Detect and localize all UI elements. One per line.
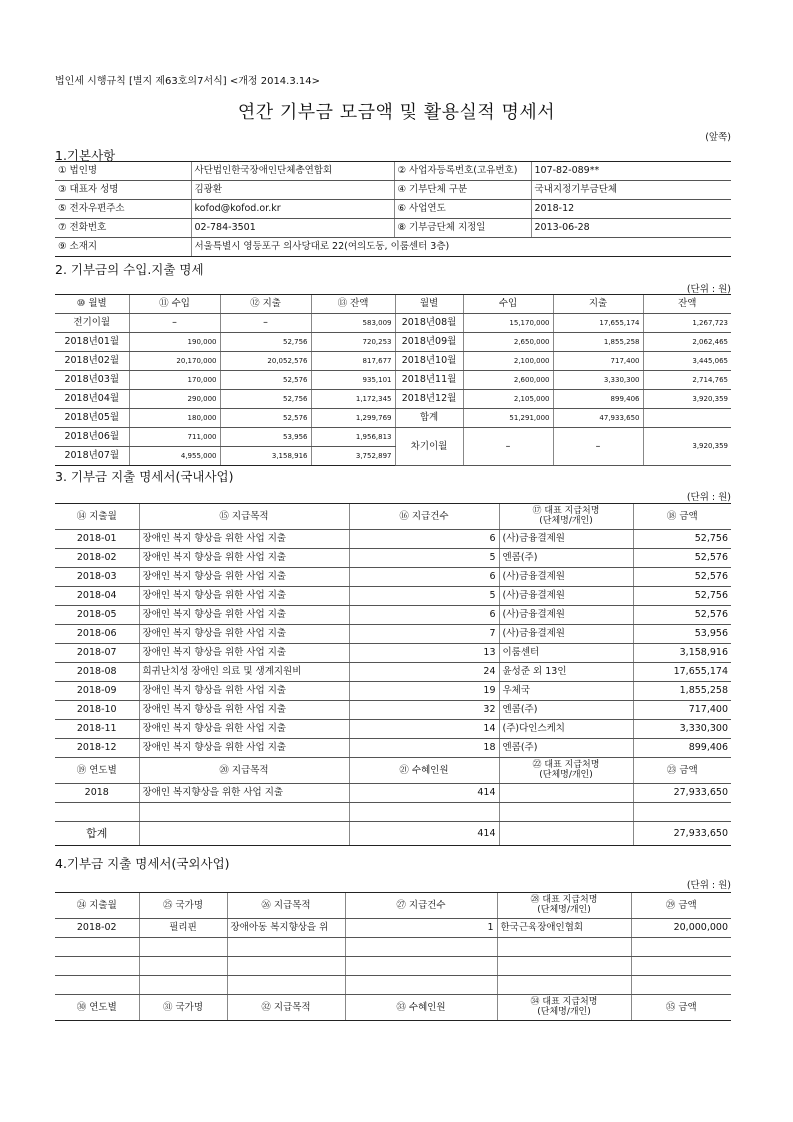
field-label: ① 법인명 xyxy=(55,162,191,181)
expense-cell: – xyxy=(220,314,311,333)
expense-amount: 3,158,916 xyxy=(633,644,731,663)
payee-header-line2: (단체명/개인) xyxy=(537,904,591,915)
domestic-expense-table xyxy=(55,503,731,846)
section-2-title: 2. 기부금의 수입.지출 명세 xyxy=(55,262,204,277)
income-cell: 2,105,000 xyxy=(463,390,553,409)
balance-cell: 1,267,723 xyxy=(643,314,731,333)
expense-cell: 717,400 xyxy=(553,352,643,371)
address-row xyxy=(55,238,731,257)
expense-purpose: 희귀난치성 장애인 의료 및 생계지원비 xyxy=(139,663,349,682)
month-cell: 합계 xyxy=(395,409,463,428)
expense-amount: 899,406 xyxy=(633,739,731,758)
month-cell: 2018년07월 xyxy=(55,447,129,466)
expense-count: 5 xyxy=(349,549,499,568)
beneficiaries-cell: 414 xyxy=(349,784,499,803)
payee-header-line2: (단체명/개인) xyxy=(539,769,593,780)
balance-cell: 3,920,359 xyxy=(643,390,731,409)
expense-amount: 52,576 xyxy=(633,549,731,568)
income-expense-table xyxy=(55,294,731,466)
expense-amount: 52,756 xyxy=(633,587,731,606)
expense-amount: 17,655,174 xyxy=(633,663,731,682)
expense-month: 2018-04 xyxy=(55,587,139,606)
column-header: ⑫ 지출 xyxy=(220,295,311,314)
year-cell: 2018 xyxy=(55,784,139,803)
payee-name: 윤성준 외 13인 xyxy=(499,663,633,682)
balance-cell: 935,101 xyxy=(311,371,395,390)
expense-purpose: 장애인 복지 향상을 위한 사업 지출 xyxy=(139,644,349,663)
column-header: ㉚ 연도별 xyxy=(55,995,139,1021)
month-cell: 2018년12월 xyxy=(395,390,463,409)
field-value: 2013-06-28 xyxy=(531,219,731,238)
expense-month: 2018-12 xyxy=(55,739,139,758)
field-value: 02-784-3501 xyxy=(191,219,394,238)
field-value: 107-82-089** xyxy=(531,162,731,181)
section-4-title: 4.기부금 지출 명세서(국외사업) xyxy=(55,856,230,871)
overseas-expense-table xyxy=(55,892,731,1021)
column-header: 월별 xyxy=(395,295,463,314)
blank-row xyxy=(55,976,731,995)
payee-name: 엔콤(주) xyxy=(499,549,633,568)
front-side-mark: (앞쪽) xyxy=(705,132,731,143)
domestic-expense-row xyxy=(55,530,731,549)
domestic-expense-row xyxy=(55,663,731,682)
income-expense-row xyxy=(55,352,731,371)
income-expense-row xyxy=(55,314,731,333)
expense-count: 6 xyxy=(349,530,499,549)
column-header: 잔액 xyxy=(643,295,731,314)
total-label: 합계 xyxy=(55,822,139,846)
column-header: ㉝ 수혜인원 xyxy=(345,995,497,1021)
field-label: ⑤ 전자우편주소 xyxy=(55,200,191,219)
expense-month: 2018-05 xyxy=(55,606,139,625)
purpose-cell: 장애인 복지향상을 위한 사업 지출 xyxy=(139,784,349,803)
expense-cell: 47,933,650 xyxy=(553,409,643,428)
overseas-expense-row xyxy=(55,919,731,938)
payee-name: 한국근육장애인협회 xyxy=(497,919,631,938)
expense-count: 18 xyxy=(349,739,499,758)
column-header: ⑬ 잔액 xyxy=(311,295,395,314)
domestic-expense-row xyxy=(55,644,731,663)
payee-name xyxy=(499,784,633,803)
basic-info-row xyxy=(55,200,731,219)
field-label: ⑨ 소재지 xyxy=(55,238,191,257)
expense-purpose: 장애인 복지 향상을 위한 사업 지출 xyxy=(139,568,349,587)
month-cell: 2018년03월 xyxy=(55,371,129,390)
domestic-expense-row xyxy=(55,682,731,701)
expense-count: 5 xyxy=(349,587,499,606)
carry-forward-expense: – xyxy=(553,428,643,466)
domestic-expense-row xyxy=(55,625,731,644)
balance-cell: 720,253 xyxy=(311,333,395,352)
column-header: ⑪ 수입 xyxy=(129,295,220,314)
section-1-title: 1.기본사항 xyxy=(55,148,116,163)
expense-purpose: 장애인 복지 향상을 위한 사업 지출 xyxy=(139,606,349,625)
expense-amount: 52,576 xyxy=(633,606,731,625)
expense-month: 2018-06 xyxy=(55,625,139,644)
overseas-header xyxy=(55,995,731,1021)
column-header: ⑱ 금액 xyxy=(633,504,731,530)
field-value: 김광환 xyxy=(191,181,394,200)
income-expense-row xyxy=(55,409,731,428)
column-header: ⑭ 지출월 xyxy=(55,504,139,530)
field-label: ⑧ 기부금단체 지정일 xyxy=(394,219,531,238)
expense-amount: 53,956 xyxy=(633,625,731,644)
payee-header xyxy=(497,893,631,919)
payee-name: (사)금융결제원 xyxy=(499,587,633,606)
blank-row xyxy=(55,803,731,822)
expense-month: 2018-08 xyxy=(55,663,139,682)
column-header: ㉜ 지급목적 xyxy=(227,995,345,1021)
annual-row xyxy=(55,784,731,803)
payee-header-line1: ㉘ 대표 지급처명 xyxy=(530,895,598,906)
field-value: kofod@kofod.or.kr xyxy=(191,200,394,219)
column-header: 지출 xyxy=(553,295,643,314)
column-header: ㉟ 금액 xyxy=(631,995,731,1021)
domestic-expense-row xyxy=(55,739,731,758)
expense-month: 2018-03 xyxy=(55,568,139,587)
basic-info-row xyxy=(55,181,731,200)
field-value: 사단법인한국장애인단체총연합회 xyxy=(191,162,394,181)
expense-count: 7 xyxy=(349,625,499,644)
balance-cell: 1,956,813 xyxy=(311,428,395,447)
column-header: ㉔ 지출월 xyxy=(55,893,139,919)
month-cell: 2018년11월 xyxy=(395,371,463,390)
domestic-header xyxy=(55,504,731,530)
expense-count: 14 xyxy=(349,720,499,739)
balance-cell: 3,445,065 xyxy=(643,352,731,371)
month-cell: 2018년10월 xyxy=(395,352,463,371)
balance-cell: 1,299,769 xyxy=(311,409,395,428)
balance-cell: 3,752,897 xyxy=(311,447,395,466)
carry-forward-income: – xyxy=(463,428,553,466)
income-cell: 180,000 xyxy=(129,409,220,428)
total-row xyxy=(55,822,731,846)
payee-header xyxy=(499,758,633,784)
address-value: 서울특별시 영등포구 의사당대로 22(여의도동, 이룸센터 3층) xyxy=(191,238,731,257)
payee-header-line1: ㉞ 대표 지급처명 xyxy=(530,997,598,1008)
field-label: ⑥ 사업연도 xyxy=(394,200,531,219)
expense-cell: 52,576 xyxy=(220,409,311,428)
expense-purpose: 장애인 복지 향상을 위한 사업 지출 xyxy=(139,739,349,758)
basic-info-table xyxy=(55,161,731,257)
expense-count: 24 xyxy=(349,663,499,682)
field-value: 국내지정기부금단체 xyxy=(531,181,731,200)
expense-amount: 52,576 xyxy=(633,568,731,587)
domestic-expense-row xyxy=(55,701,731,720)
income-expense-header xyxy=(55,295,731,314)
expense-count: 6 xyxy=(349,606,499,625)
carry-forward-label: 차기이월 xyxy=(395,428,463,466)
expense-count: 32 xyxy=(349,701,499,720)
income-cell: 2,600,000 xyxy=(463,371,553,390)
payee-name: 엔콤(주) xyxy=(499,739,633,758)
month-cell: 2018년05월 xyxy=(55,409,129,428)
income-cell: 170,000 xyxy=(129,371,220,390)
section-2-unit: (단위 : 원) xyxy=(686,284,731,295)
income-cell: 20,170,000 xyxy=(129,352,220,371)
balance-cell: 2,062,465 xyxy=(643,333,731,352)
column-header: ⑮ 지급목적 xyxy=(139,504,349,530)
expense-cell: 53,956 xyxy=(220,428,311,447)
field-value: 2018-12 xyxy=(531,200,731,219)
month-cell: 2018년04월 xyxy=(55,390,129,409)
expense-month: 2018-10 xyxy=(55,701,139,720)
expense-count: 19 xyxy=(349,682,499,701)
column-header: ㉗ 지급건수 xyxy=(345,893,497,919)
payee-name: (주)다인스케치 xyxy=(499,720,633,739)
field-label: ④ 기부단체 구분 xyxy=(394,181,531,200)
expense-purpose: 장애인 복지 향상을 위한 사업 지출 xyxy=(139,625,349,644)
expense-month: 2018-02 xyxy=(55,549,139,568)
expense-month: 2018-09 xyxy=(55,682,139,701)
month-cell: 2018년09월 xyxy=(395,333,463,352)
expense-count: 1 xyxy=(345,919,497,938)
field-label: ② 사업자등록번호(고유번호) xyxy=(394,162,531,181)
expense-amount: 3,330,300 xyxy=(633,720,731,739)
expense-purpose: 장애인 복지 향상을 위한 사업 지출 xyxy=(139,701,349,720)
column-header: ⑩ 월별 xyxy=(55,295,129,314)
income-cell: 711,000 xyxy=(129,428,220,447)
domestic-expense-row xyxy=(55,568,731,587)
expense-purpose: 장애인 복지 향상을 위한 사업 지출 xyxy=(139,682,349,701)
income-expense-row xyxy=(55,333,731,352)
form-reference: 법인세 시행규칙 [별지 제63호의7서식] <개정 2014.3.14> xyxy=(55,76,320,87)
income-expense-row xyxy=(55,390,731,409)
income-cell: – xyxy=(129,314,220,333)
month-cell: 2018년01월 xyxy=(55,333,129,352)
expense-purpose: 장애인 복지 향상을 위한 사업 지출 xyxy=(139,530,349,549)
expense-month: 2018-01 xyxy=(55,530,139,549)
purpose-cell xyxy=(139,822,349,846)
field-label: ⑦ 전화번호 xyxy=(55,219,191,238)
overseas-header xyxy=(55,893,731,919)
domestic-expense-row xyxy=(55,606,731,625)
payee-name xyxy=(499,822,633,846)
column-header: ㉕ 국가명 xyxy=(139,893,227,919)
expense-purpose: 장애아동 복지향상을 위 xyxy=(227,919,345,938)
payee-name: 엔콤(주) xyxy=(499,701,633,720)
income-cell: 190,000 xyxy=(129,333,220,352)
month-cell: 2018년02월 xyxy=(55,352,129,371)
income-cell: 51,291,000 xyxy=(463,409,553,428)
expense-cell: 20,052,576 xyxy=(220,352,311,371)
expense-amount: 52,756 xyxy=(633,530,731,549)
page-title: 연간 기부금 모금액 및 활용실적 명세서 xyxy=(237,102,556,123)
column-header: ⑳ 지급목적 xyxy=(139,758,349,784)
payee-header-line1: ㉒ 대표 지급처명 xyxy=(532,760,600,771)
column-header: ⑯ 지급건수 xyxy=(349,504,499,530)
expense-cell: 52,756 xyxy=(220,333,311,352)
payee-header xyxy=(497,995,631,1021)
blank-row xyxy=(55,938,731,957)
expense-cell: 17,655,174 xyxy=(553,314,643,333)
column-header: ㉛ 국가명 xyxy=(139,995,227,1021)
column-header: ㉑ 수혜인원 xyxy=(349,758,499,784)
domestic-expense-row xyxy=(55,587,731,606)
payee-name: 이룸센터 xyxy=(499,644,633,663)
annual-header xyxy=(55,758,731,784)
expense-cell: 1,855,258 xyxy=(553,333,643,352)
income-cell: 290,000 xyxy=(129,390,220,409)
domestic-expense-row xyxy=(55,720,731,739)
balance-cell: 1,172,345 xyxy=(311,390,395,409)
income-cell: 2,650,000 xyxy=(463,333,553,352)
section-4-unit: (단위 : 원) xyxy=(686,880,731,891)
expense-cell: 899,406 xyxy=(553,390,643,409)
expense-cell: 52,576 xyxy=(220,371,311,390)
expense-cell: 52,756 xyxy=(220,390,311,409)
month-cell: 2018년08월 xyxy=(395,314,463,333)
payee-header xyxy=(499,504,633,530)
expense-purpose: 장애인 복지 향상을 위한 사업 지출 xyxy=(139,549,349,568)
carry-forward-balance: 3,920,359 xyxy=(643,428,731,466)
column-header: 수입 xyxy=(463,295,553,314)
total-amount: 27,933,650 xyxy=(633,822,731,846)
expense-month: 2018-11 xyxy=(55,720,139,739)
total-beneficiaries: 414 xyxy=(349,822,499,846)
month-cell: 2018년06월 xyxy=(55,428,129,447)
expense-count: 6 xyxy=(349,568,499,587)
payee-name: (사)금융결제원 xyxy=(499,625,633,644)
payee-name: (사)금융결제원 xyxy=(499,530,633,549)
payee-name: 우체국 xyxy=(499,682,633,701)
basic-info-row xyxy=(55,219,731,238)
column-header: ㉓ 금액 xyxy=(633,758,731,784)
balance-cell xyxy=(643,409,731,428)
section-3-title: 3. 기부금 지출 명세서(국내사업) xyxy=(55,469,234,484)
blank-row xyxy=(55,957,731,976)
basic-info-row xyxy=(55,162,731,181)
income-cell: 2,100,000 xyxy=(463,352,553,371)
expense-amount: 717,400 xyxy=(633,701,731,720)
income-cell: 4,955,000 xyxy=(129,447,220,466)
expense-purpose: 장애인 복지 향상을 위한 사업 지출 xyxy=(139,587,349,606)
payee-header-line1: ⑰ 대표 지급처명 xyxy=(532,506,600,517)
balance-cell: 583,009 xyxy=(311,314,395,333)
expense-cell: 3,330,300 xyxy=(553,371,643,390)
column-header: ㉖ 지급목적 xyxy=(227,893,345,919)
income-expense-row xyxy=(55,428,731,447)
domestic-expense-row xyxy=(55,549,731,568)
balance-cell: 2,714,765 xyxy=(643,371,731,390)
income-cell: 15,170,000 xyxy=(463,314,553,333)
country-name: 필리핀 xyxy=(139,919,227,938)
expense-month: 2018-07 xyxy=(55,644,139,663)
column-header: ⑲ 연도별 xyxy=(55,758,139,784)
expense-amount: 20,000,000 xyxy=(631,919,731,938)
section-3-unit: (단위 : 원) xyxy=(686,492,731,503)
payee-name: (사)금융결제원 xyxy=(499,568,633,587)
payee-name: (사)금융결제원 xyxy=(499,606,633,625)
balance-cell: 817,677 xyxy=(311,352,395,371)
expense-purpose: 장애인 복지 향상을 위한 사업 지출 xyxy=(139,720,349,739)
payee-header-line2: (단체명/개인) xyxy=(537,1006,591,1017)
payee-header-line2: (단체명/개인) xyxy=(539,515,593,526)
expense-count: 13 xyxy=(349,644,499,663)
expense-amount: 1,855,258 xyxy=(633,682,731,701)
field-label: ③ 대표자 성명 xyxy=(55,181,191,200)
income-expense-row xyxy=(55,371,731,390)
column-header: ㉙ 금액 xyxy=(631,893,731,919)
expense-cell: 3,158,916 xyxy=(220,447,311,466)
month-cell: 전기이월 xyxy=(55,314,129,333)
amount-cell: 27,933,650 xyxy=(633,784,731,803)
expense-month: 2018-02 xyxy=(55,919,139,938)
